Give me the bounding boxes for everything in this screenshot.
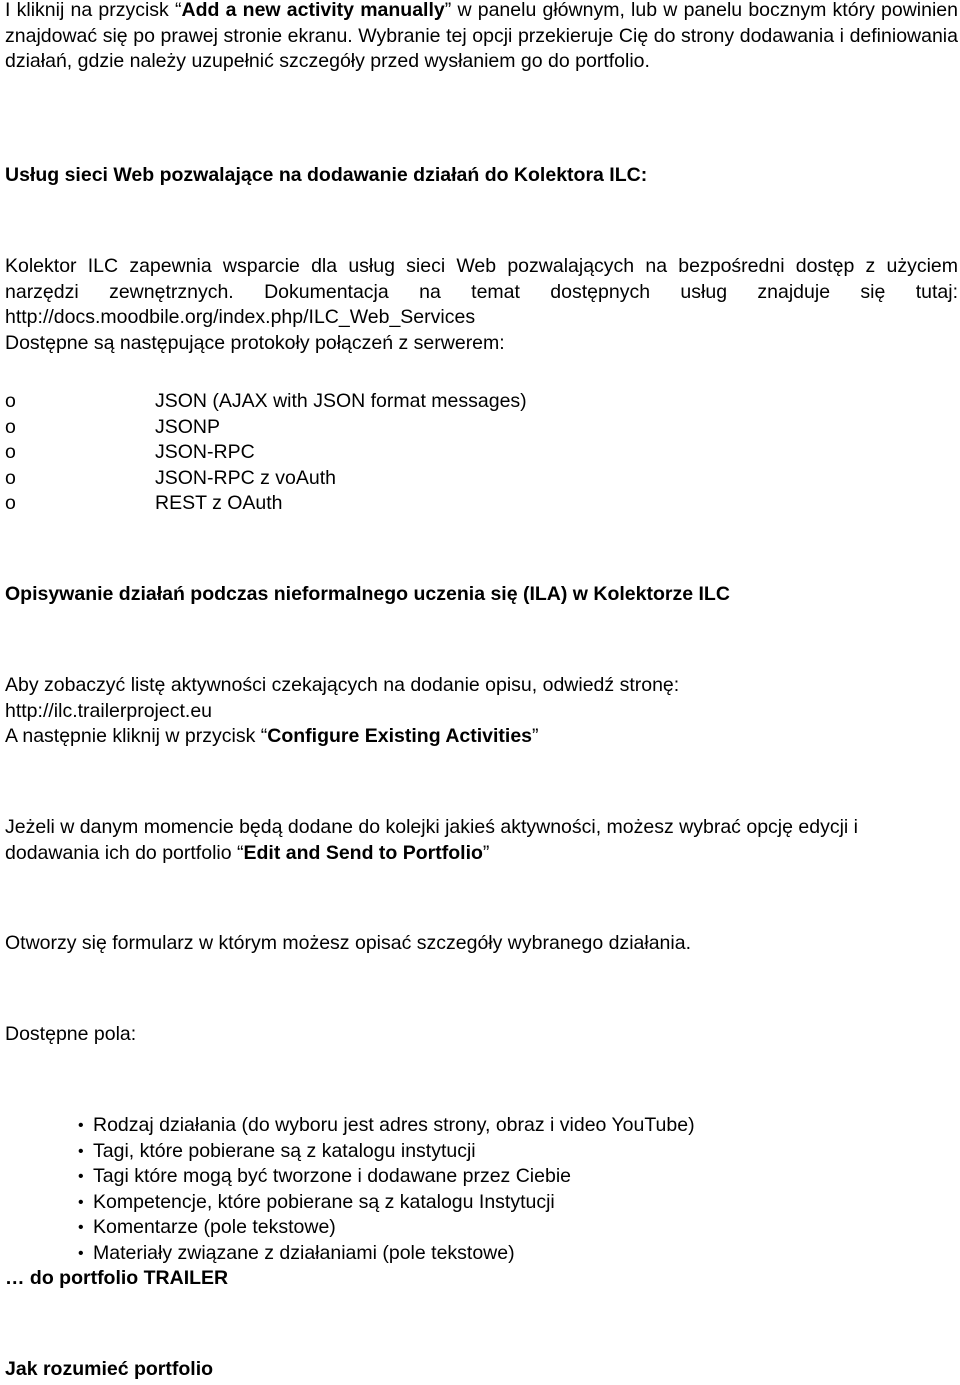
list-marker: o bbox=[5, 390, 16, 412]
fields-heading: Dostępne pola: bbox=[5, 1023, 137, 1045]
quote-open: “ bbox=[175, 0, 182, 21]
list-item-text: Komentarze (pole tekstowe) bbox=[93, 1216, 336, 1238]
bullet-icon: • bbox=[78, 1117, 84, 1134]
list-item-text: REST z OAuth bbox=[155, 492, 283, 514]
add-activity-button-name: Add a new activity manually bbox=[181, 0, 445, 21]
edit-text: Jeżeli w danym momencie będą dodane do kolejki jakieś aktywności, możesz wybrać opcję edycji i dodawania ich do portfolio bbox=[5, 816, 858, 864]
webservices-paragraph: Kolektor ILC zapewnia wsparcie dla usług sieci Web pozwalających na bezpośredni dostęp z użyciem narzędzi zewnętrznych. Dokumentacja na temat dostępnych usług znajduje się tutaj: http://docs.moodbile.org/index.php/ILC_Web_Services bbox=[5, 255, 958, 328]
edit-paragraph bbox=[5, 815, 920, 866]
portfolio-heading: Jak rozumieć portfolio bbox=[5, 1358, 214, 1380]
fields-list bbox=[5, 1113, 695, 1266]
bullet-icon: • bbox=[78, 1219, 84, 1236]
list-item bbox=[5, 491, 527, 517]
trailer-line: … do portfolio TRAILER bbox=[5, 1267, 229, 1289]
list-item-text: JSONP bbox=[155, 415, 221, 438]
list-item bbox=[5, 389, 527, 415]
quote-close: ” bbox=[482, 841, 490, 864]
configure-paragraph bbox=[5, 724, 539, 750]
list-item bbox=[5, 415, 527, 441]
ila-heading: Opisywanie działań podczas nieformalnego uczenia się (ILA) w Kolektorze ILC bbox=[5, 583, 730, 605]
bullet-icon: • bbox=[78, 1168, 84, 1185]
protocols-intro: Dostępne są następujące protokoły połączeń z serwerem: bbox=[5, 332, 505, 354]
list-item-text: JSON (AJAX with JSON format messages) bbox=[155, 390, 527, 412]
webservices-heading: Usług sieci Web pozwalające na dodawanie działań do Kolektora ILC: bbox=[5, 164, 648, 186]
list-marker: o bbox=[5, 492, 16, 514]
list-marker: o bbox=[5, 441, 16, 463]
list-item-text: Materiały związane z działaniami (pole tekstowe) bbox=[93, 1241, 515, 1264]
list-marker: o bbox=[5, 415, 16, 438]
intro-text-end: w panelu głównym, lub w panelu bocznym który powinien znajdować się po prawej stronie ekranu. Wybranie tej opcji przekieruje Cię do strony dodawania i definiowania działań, gdzie należy uzupełnić szczegóły przed wysłaniem go do portfolio. bbox=[5, 0, 958, 72]
list-item bbox=[5, 1164, 695, 1190]
list-marker: o bbox=[5, 466, 16, 489]
list-item bbox=[5, 1215, 695, 1241]
edit-send-button-name: Edit and Send to Portfolio bbox=[243, 841, 483, 864]
list-item bbox=[5, 1113, 695, 1139]
bullet-icon: • bbox=[78, 1142, 84, 1160]
list-item-text: JSON-RPC z voAuth bbox=[155, 466, 336, 489]
quote-close: ” bbox=[532, 725, 539, 747]
bullet-icon: • bbox=[78, 1244, 84, 1262]
configure-activities-button-name: Configure Existing Activities bbox=[267, 725, 533, 747]
intro-text-start: I kliknij na przycisk bbox=[5, 0, 176, 21]
quote-open: “ bbox=[237, 841, 244, 864]
list-item-text: Kompetencje, które pobierane są z katalogu Instytucji bbox=[93, 1190, 555, 1213]
list-item-text: Tagi które mogą być tworzone i dodawane przez Ciebie bbox=[93, 1165, 572, 1187]
list-item bbox=[5, 1190, 695, 1216]
protocols-list bbox=[5, 389, 527, 517]
visit-paragraph: Aby zobaczyć listę aktywności czekających na dodanie opisu, odwiedź stronę: http://ilc.trailerproject.eu bbox=[5, 674, 680, 722]
list-item bbox=[5, 1139, 695, 1165]
list-item bbox=[5, 440, 527, 466]
list-item-text: Tagi, które pobierane są z katalogu instytucji bbox=[93, 1139, 476, 1162]
quote-open: “ bbox=[260, 725, 268, 747]
list-item-text: Rodzaj działania (do wyboru jest adres strony, obraz i video YouTube) bbox=[93, 1114, 695, 1136]
list-item bbox=[5, 1241, 695, 1267]
list-item-text: JSON-RPC bbox=[155, 441, 255, 463]
bullet-icon: • bbox=[78, 1193, 84, 1211]
quote-close: ” bbox=[444, 0, 452, 21]
list-item bbox=[5, 466, 527, 492]
form-paragraph: Otworzy się formularz w którym możesz opisać szczegóły wybranego działania. bbox=[5, 932, 691, 954]
configure-text: A następnie kliknij w przycisk bbox=[5, 725, 261, 747]
intro-paragraph bbox=[5, 0, 958, 75]
